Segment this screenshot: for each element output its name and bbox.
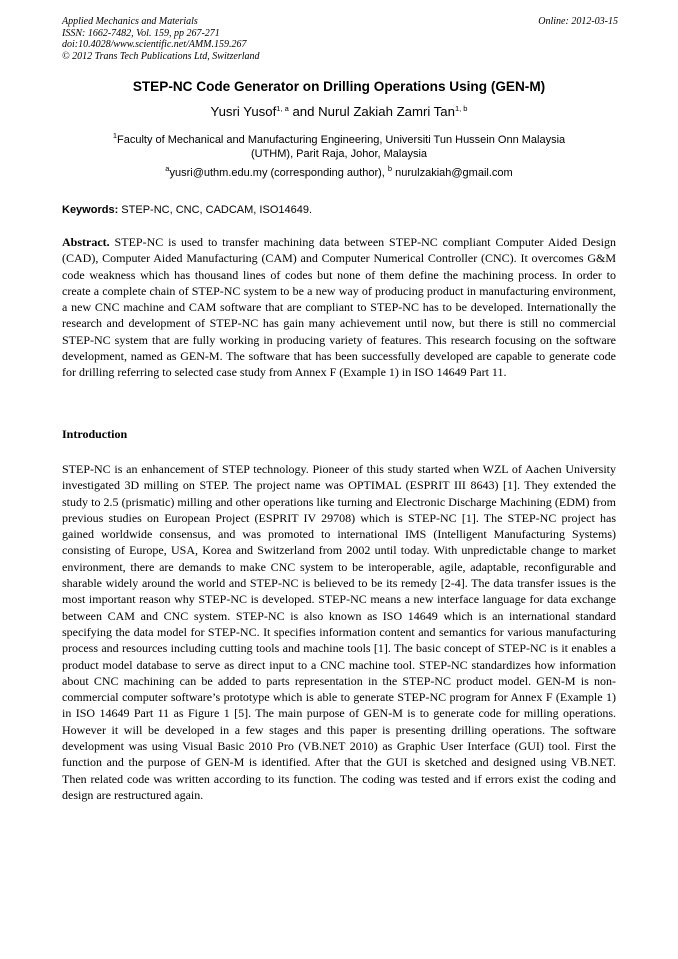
introduction-paragraph: STEP-NC is an enhancement of STEP technology. Pioneer of this study started when WZL of Aachen University investigated 3D milling on STEP. The project name was OPTIMAL (ESPRIT III 8643) [1]. They extended the study to 2.5 (prismatic) milling and other operations like turning and Electronic Discharge Machining (EDM) from previous studies on European Project (ESPRIT IV 29708) which is STEP-NC [1]. The STEP-NC project has gained worldwide consensus, and was promoted to international IMS (Intelligent Manufacturing Systems) consisting of Europe, USA, Korea and Switzerland from 2002 until today. With unpredictable change to market environment, there are demands to make CNC system to be interoperable, agile, adaptable, reconfigurable and sharable widely around the world and STEP-NC is believed to be its remedy [2-4]. The data transfer issues is the most important reason why STEP-NC is developed. STEP-NC means a new interface language for data exchange between CAM and CNC system. STEP-NC is also known as ISO 14649 which is an international standard specifying the data model for STEP-NC. It specifies information content and semantics for various manufacturing process and resources including cutting tools and machine tools [1]. The basic concept of STEP-NC is it enables a product model database to serve as direct input to a CNC machine tool. STEP-NC standardizes how information about CNC machining can be added to parts representation in the STEP-NC product model. GEN-M is non-commercial computer software’s prototype which is able to generate STEP-NC program for Annex F (Example 1) in ISO 14649 Part 11 as Figure 1 [5]. The main purpose of GEN-M is to generate code for milling operations. However it will be developed in a few stages and this paper is presenting drilling operations. The software development was using Visual Basic 2010 Pro (VB.NET 2010) as Graphic User Interface (GUI) tool. First the function and the purpose of GEN-M is identified. After that the GUI is sketched and designed using VB.NET. Then related code was written according to its function. The coding was tested and if errors exist the coding and design are restructured again. bbox=[62, 462, 616, 802]
abstract-label: Abstract. bbox=[62, 235, 110, 249]
affiliation-mark: 1 bbox=[112, 131, 117, 140]
author-2-affiliation-mark: 1, b bbox=[454, 104, 468, 113]
author-1-affiliation-mark: 1, a bbox=[276, 104, 289, 113]
keywords-text: STEP-NC, CNC, CADCAM, ISO14649. bbox=[118, 204, 313, 216]
journal-copyright: © 2012 Trans Tech Publications Ltd, Switzerland bbox=[62, 50, 260, 62]
paper-title: STEP-NC Code Generator on Drilling Operations Using (GEN-M) bbox=[132, 79, 546, 94]
email-mark-a: a bbox=[165, 164, 170, 173]
author-list bbox=[62, 104, 616, 119]
journal-name: Applied Mechanics and Materials bbox=[62, 16, 198, 27]
email-b: nurulzakiah@gmail.com bbox=[392, 167, 513, 179]
section-heading-introduction: Introduction bbox=[62, 427, 128, 441]
affiliation-line-1 bbox=[62, 133, 616, 147]
journal-header bbox=[62, 16, 618, 62]
abstract bbox=[62, 234, 616, 381]
keywords-label: Keywords: bbox=[62, 204, 119, 216]
journal-doi: doi:10.4028/www.scientific.net/AMM.159.267 bbox=[62, 39, 247, 50]
email-a: yusri@uthm.edu.my (corresponding author), bbox=[169, 167, 388, 179]
email-mark-b: b bbox=[387, 164, 393, 173]
affiliation-line-2: (UTHM), Parit Raja, Johor, Malaysia bbox=[250, 148, 428, 160]
author-1: Yusri Yusof bbox=[210, 104, 277, 119]
author-emails bbox=[62, 164, 616, 179]
journal-issn: ISSN: 1662-7482, Vol. 159, pp 267-271 bbox=[62, 27, 220, 39]
affiliation-text-1: Faculty of Mechanical and Manufacturing Engineering, Universiti Tun Hussein Onn Malaysia bbox=[117, 134, 566, 146]
affiliation bbox=[62, 133, 616, 161]
abstract-text: STEP-NC is used to transfer machining data between STEP-NC compliant Computer Aided Design (CAD), Computer Aided Manufacturing (CAM) and Computer Numerical Controller (CNC). It overcomes G&M code weakness which has thousand lines of codes but none of them define the machining process. In order to create a complete chain of STEP-NC system to be a new way of producing product in manufacturing environment, a new CNC machine and CAM software that are compliant to STEP-NC has to be developed. Internationally the research and development of STEP-NC has gain many achievement until now, but there is still no commercial STEP-NC system that are fully working in producing variety of features. This research focusing on the software development, named as GEN-M. The software that has been successfully developed are capable to generate code for drilling referring to selected case study from Annex F (Example 1) in ISO 14649 Part 11. bbox=[62, 235, 616, 380]
keywords bbox=[62, 204, 616, 216]
author-2: Nurul Zakiah Zamri Tan bbox=[318, 104, 455, 119]
online-date: Online: 2012-03-15 bbox=[538, 16, 618, 27]
author-connector: and bbox=[288, 104, 319, 119]
